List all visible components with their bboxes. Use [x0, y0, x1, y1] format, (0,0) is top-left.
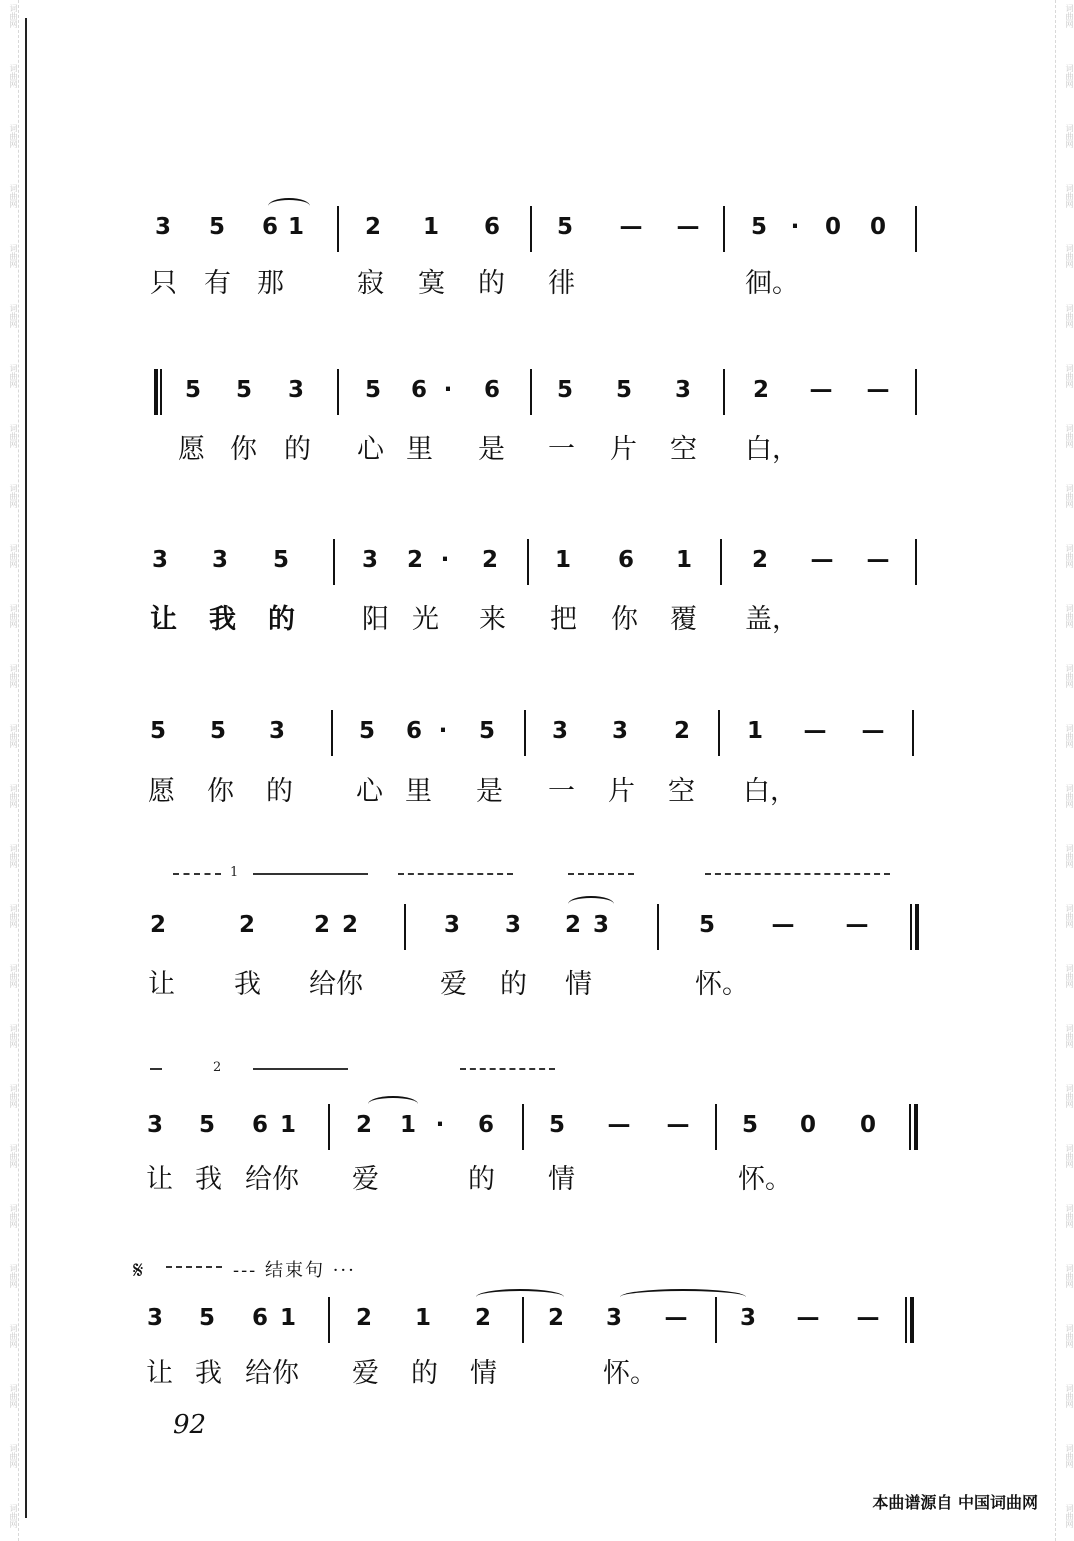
watermark-text: 词曲网 [9, 1084, 18, 1108]
watermark-text: 词曲网 [1065, 304, 1074, 328]
lyric-syllable: 愿 [178, 434, 205, 465]
barline [915, 369, 917, 415]
note: 2 [341, 912, 358, 938]
barline [912, 710, 914, 756]
watermark-text: 词曲网 [9, 1324, 18, 1348]
note: · [435, 1112, 445, 1138]
notation-line-4 [0, 716, 1074, 756]
note: 3 [361, 547, 378, 573]
note: 2 [355, 1305, 372, 1331]
lyric-syllable: 我 [209, 604, 236, 635]
note: 5 [615, 377, 632, 403]
source-credit: 本曲谱源自 中国词曲网 [872, 1493, 1038, 1512]
lyric-syllable: 白， [743, 776, 797, 807]
lyric-syllable: 空 [670, 434, 697, 465]
lyric-syllable: 你 [207, 776, 234, 807]
lyric-line-4 [0, 775, 1074, 811]
note: 5 [149, 718, 166, 744]
note: 5 [741, 1112, 758, 1138]
watermark-text: 词曲网 [1065, 1024, 1074, 1048]
note: 3 [146, 1112, 163, 1138]
note: 6 [483, 377, 500, 403]
watermark-text: 词曲网 [9, 1264, 18, 1288]
lyric-syllable: 我 [195, 1358, 222, 1389]
note: 1 [554, 547, 571, 573]
lyric-syllable: 寞 [418, 268, 445, 299]
note: 3 [268, 718, 285, 744]
note: 3 [151, 547, 168, 573]
barline [909, 1104, 911, 1150]
note: 2 [364, 214, 381, 240]
lyric-syllable: 心 [356, 776, 383, 807]
lyric-syllable: 给你 [245, 1164, 299, 1195]
note: 0 [859, 1112, 876, 1138]
watermark-text: 词曲网 [1065, 1144, 1074, 1168]
lyric-syllable: 爱 [352, 1164, 379, 1195]
lyric-syllable: 只 [150, 268, 177, 299]
note: — [666, 1112, 690, 1138]
barline [328, 1104, 330, 1150]
barline [720, 539, 722, 585]
barline [905, 1297, 907, 1343]
note: · [440, 547, 450, 573]
note: 3 [287, 377, 304, 403]
note: — [810, 547, 834, 573]
note: 2 [355, 1112, 372, 1138]
barline [910, 904, 912, 950]
note: — [845, 912, 869, 938]
note: — [607, 1112, 631, 1138]
lyric-syllable: 的 [500, 969, 527, 1000]
notation-line-1 [0, 212, 1074, 252]
slur [620, 1289, 746, 1305]
watermark-text: 词曲网 [1065, 1444, 1074, 1468]
lyric-syllable: 片 [610, 434, 637, 465]
notation-line-6 [0, 1110, 1074, 1150]
watermark-text: 词曲网 [1065, 424, 1074, 448]
lyric-syllable: 来 [479, 604, 506, 635]
watermark-text: 词曲网 [9, 304, 18, 328]
lyric-syllable: 让 [146, 1164, 173, 1195]
lyric-syllable: 徊。 [745, 268, 799, 299]
slur [368, 1096, 418, 1112]
lyric-syllable: 心 [357, 434, 384, 465]
note: 0 [869, 214, 886, 240]
note: 5 [750, 214, 767, 240]
watermark-text: 词曲网 [1065, 244, 1074, 268]
lyric-syllable: 怀。 [738, 1164, 792, 1195]
barline [723, 369, 725, 415]
watermark-text: 词曲网 [9, 484, 18, 508]
barline [328, 1297, 330, 1343]
note: 0 [824, 214, 841, 240]
note: 3 [504, 912, 521, 938]
note: 1 [287, 214, 304, 240]
note: — [676, 214, 700, 240]
lyric-syllable: 那 [257, 268, 284, 299]
note: · [438, 718, 448, 744]
note: 2 [406, 547, 423, 573]
watermark-text: 词曲网 [9, 964, 18, 988]
note: 6 [617, 547, 634, 573]
lyric-syllable: 一 [548, 434, 575, 465]
watermark-text: 词曲网 [9, 844, 18, 868]
lyric-syllable: 盖， [745, 604, 799, 635]
note: 5 [272, 547, 289, 573]
watermark-text: 词曲网 [9, 424, 18, 448]
lyric-syllable: 让 [150, 604, 177, 635]
notation-line-5 [0, 910, 1074, 950]
note: 5 [184, 377, 201, 403]
watermark-text: 词曲网 [1065, 484, 1074, 508]
lyric-line-1 [0, 267, 1074, 303]
lyric-line-3 [0, 603, 1074, 639]
note: 3 [611, 718, 628, 744]
note: 5 [698, 912, 715, 938]
watermark-text: 词曲网 [1065, 604, 1074, 628]
watermark-text: 词曲网 [9, 904, 18, 928]
lyric-syllable: 爱 [440, 969, 467, 1000]
lyric-syllable: 的 [268, 604, 295, 635]
note: 2 [673, 718, 690, 744]
note: 5 [208, 214, 225, 240]
note: — [664, 1305, 688, 1331]
lyric-line-7 [0, 1357, 1074, 1393]
watermark-text: 词曲网 [9, 604, 18, 628]
lyric-syllable: 有 [204, 268, 231, 299]
notation-line-7 [0, 1303, 1074, 1343]
watermark-text: 词曲网 [1065, 964, 1074, 988]
note: 2 [238, 912, 255, 938]
lyric-syllable: 给你 [309, 969, 363, 1000]
watermark-text: 词曲网 [1065, 1204, 1074, 1228]
watermark-text: 词曲网 [1065, 904, 1074, 928]
watermark-text: 词曲网 [1065, 844, 1074, 868]
note: 1 [746, 718, 763, 744]
barline [723, 206, 725, 252]
note: 5 [358, 718, 375, 744]
note: 2 [481, 547, 498, 573]
note: 2 [752, 377, 769, 403]
note: — [856, 1305, 880, 1331]
note: 1 [414, 1305, 431, 1331]
note: 5 [198, 1112, 215, 1138]
barline [522, 1104, 524, 1150]
watermark-text: 词曲网 [9, 724, 18, 748]
note: 3 [592, 912, 609, 938]
note: 2 [751, 547, 768, 573]
note: — [619, 214, 643, 240]
barline [914, 1104, 918, 1150]
note: — [861, 718, 885, 744]
lyric-syllable: 的 [478, 268, 505, 299]
segno-sign: 𝄋 [133, 1256, 144, 1284]
barline [331, 710, 333, 756]
lyric-syllable: 怀。 [695, 969, 749, 1000]
watermark-text: 词曲网 [1065, 1384, 1074, 1408]
watermark-text: 词曲网 [1065, 784, 1074, 808]
barline [160, 369, 162, 415]
note: 5 [198, 1305, 215, 1331]
watermark-text: 词曲网 [1065, 184, 1074, 208]
lyric-syllable: 一 [548, 776, 575, 807]
lyric-syllable: 愿 [148, 776, 175, 807]
note: 5 [364, 377, 381, 403]
barline [915, 539, 917, 585]
note: — [796, 1305, 820, 1331]
note: 3 [605, 1305, 622, 1331]
slur [568, 896, 614, 912]
barline [333, 539, 335, 585]
lyric-syllable: 情 [548, 1164, 575, 1195]
note: 3 [146, 1305, 163, 1331]
note: — [771, 912, 795, 938]
volta-2-label: 2 [213, 1060, 222, 1075]
slur [268, 198, 310, 214]
barline [530, 369, 532, 415]
lyric-syllable: 是 [476, 776, 503, 807]
lyric-syllable: 白， [745, 434, 799, 465]
watermark-text: 词曲网 [9, 1024, 18, 1048]
watermark-text: 词曲网 [1065, 664, 1074, 688]
watermark-text: 词曲网 [9, 1504, 18, 1528]
note: 5 [556, 214, 573, 240]
volta-2-bracket [0, 1060, 1074, 1082]
watermark-text: 词曲网 [9, 1444, 18, 1468]
watermark-text: 词曲网 [9, 184, 18, 208]
watermark-text: 词曲网 [1065, 1504, 1074, 1528]
ending-dash [0, 1266, 1074, 1280]
lyric-syllable: 我 [234, 969, 261, 1000]
note: 2 [474, 1305, 491, 1331]
note: 6 [251, 1305, 268, 1331]
lyric-syllable: 你 [230, 434, 257, 465]
lyric-syllable: 徘 [548, 268, 575, 299]
lyric-syllable: 的 [266, 776, 293, 807]
watermark-text: 词曲网 [9, 784, 18, 808]
watermark-text: 词曲网 [9, 1144, 18, 1168]
watermark-text: 词曲网 [1065, 1084, 1074, 1108]
note: · [790, 214, 800, 240]
barline [524, 710, 526, 756]
note: — [866, 377, 890, 403]
note: — [803, 718, 827, 744]
watermark-text: 词曲网 [9, 1384, 18, 1408]
note: 1 [279, 1112, 296, 1138]
barline [404, 904, 406, 950]
lyric-syllable: 片 [608, 776, 635, 807]
note: 3 [674, 377, 691, 403]
note: 3 [739, 1305, 756, 1331]
watermark-text: 词曲网 [9, 4, 18, 28]
notation-line-2 [0, 375, 1074, 415]
lyric-syllable: 你 [611, 604, 638, 635]
lyric-line-5 [0, 968, 1074, 1004]
note: 3 [211, 547, 228, 573]
lyric-syllable: 让 [148, 969, 175, 1000]
note: 3 [551, 718, 568, 744]
note: 1 [675, 547, 692, 573]
watermark-text: 词曲网 [1065, 724, 1074, 748]
barline [337, 206, 339, 252]
watermark-text: 词曲网 [9, 364, 18, 388]
lyric-syllable: 给你 [245, 1358, 299, 1389]
watermark-text: 词曲网 [1065, 544, 1074, 568]
barline [530, 206, 532, 252]
note: 6 [483, 214, 500, 240]
barline [715, 1104, 717, 1150]
ending-section-label: --- 结束句 ··· [233, 1260, 356, 1281]
lyric-syllable: 光 [412, 604, 439, 635]
watermark-text: 词曲网 [9, 544, 18, 568]
note: 2 [547, 1305, 564, 1331]
barline [910, 1297, 914, 1343]
note: · [443, 377, 453, 403]
note: 5 [548, 1112, 565, 1138]
watermark-text: 词曲网 [9, 244, 18, 268]
lyric-syllable: 我 [195, 1164, 222, 1195]
note: 2 [313, 912, 330, 938]
barline [718, 710, 720, 756]
barline [527, 539, 529, 585]
note: 1 [422, 214, 439, 240]
watermark-text: 词曲网 [1065, 4, 1074, 28]
note: 1 [279, 1305, 296, 1331]
note: 2 [149, 912, 166, 938]
notation-line-3 [0, 545, 1074, 585]
watermark-text: 词曲网 [9, 64, 18, 88]
lyric-syllable: 的 [411, 1358, 438, 1389]
slur [476, 1289, 564, 1305]
volta-1-label: 1 [230, 865, 239, 880]
barline [915, 206, 917, 252]
page-number: 92 [173, 1410, 207, 1440]
note: 3 [154, 214, 171, 240]
note: 5 [556, 377, 573, 403]
note: 2 [564, 912, 581, 938]
note: — [866, 547, 890, 573]
barline [337, 369, 339, 415]
watermark-text: 词曲网 [1065, 124, 1074, 148]
note: 3 [443, 912, 460, 938]
watermark-text: 词曲网 [1065, 64, 1074, 88]
watermark-text: 词曲网 [9, 1204, 18, 1228]
note: — [809, 377, 833, 403]
lyric-syllable: 怀。 [603, 1358, 657, 1389]
lyric-syllable: 里 [405, 776, 432, 807]
lyric-syllable: 让 [146, 1358, 173, 1389]
note: 5 [209, 718, 226, 744]
lyric-syllable: 寂 [357, 268, 384, 299]
lyric-line-6 [0, 1163, 1074, 1199]
watermark-text: 词曲网 [9, 124, 18, 148]
lyric-syllable: 把 [550, 604, 577, 635]
note: 1 [399, 1112, 416, 1138]
note: 6 [251, 1112, 268, 1138]
note: 6 [405, 718, 422, 744]
lyric-syllable: 覆 [670, 604, 697, 635]
lyric-line-2 [0, 433, 1074, 469]
note: 6 [410, 377, 427, 403]
lyric-syllable: 的 [284, 434, 311, 465]
barline [915, 904, 919, 950]
barline [657, 904, 659, 950]
watermark-text: 词曲网 [1065, 364, 1074, 388]
watermark-text: 词曲网 [1065, 1324, 1074, 1348]
note: 6 [477, 1112, 494, 1138]
note: 5 [235, 377, 252, 403]
watermark-text: 词曲网 [1065, 1264, 1074, 1288]
note: 0 [799, 1112, 816, 1138]
volta-1-bracket [0, 865, 1074, 887]
lyric-syllable: 情 [470, 1358, 497, 1389]
lyric-syllable: 的 [468, 1164, 495, 1195]
lyric-syllable: 里 [406, 434, 433, 465]
lyric-syllable: 情 [565, 969, 592, 1000]
note: 5 [478, 718, 495, 744]
lyric-syllable: 空 [668, 776, 695, 807]
watermark-text: 词曲网 [9, 664, 18, 688]
barline [154, 369, 158, 415]
note: 6 [261, 214, 278, 240]
lyric-syllable: 爱 [352, 1358, 379, 1389]
lyric-syllable: 阳 [362, 604, 389, 635]
lyric-syllable: 是 [478, 434, 505, 465]
